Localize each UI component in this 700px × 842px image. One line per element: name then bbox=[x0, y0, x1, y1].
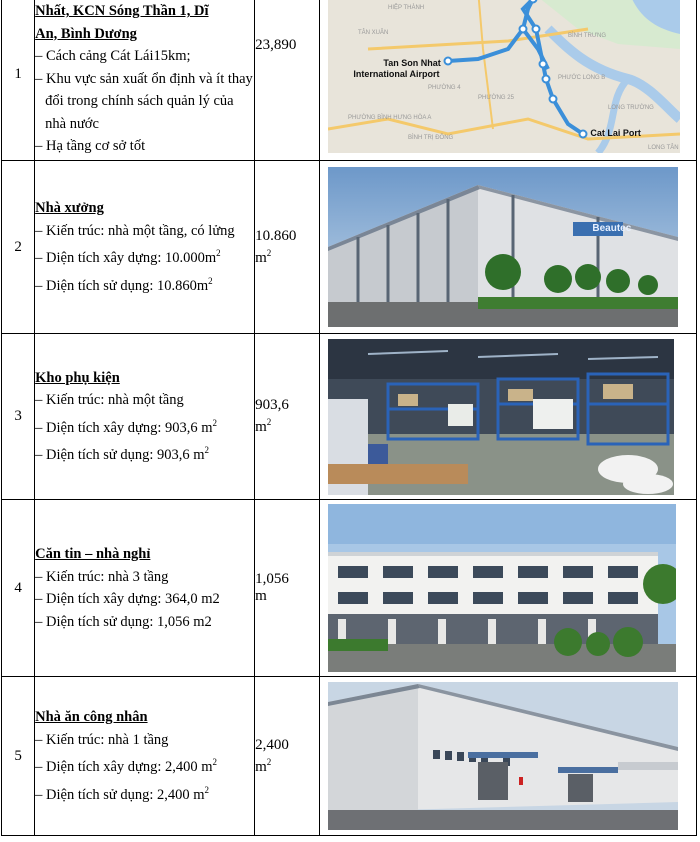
bullet-item: – Cách cảng Cát Lái15km; bbox=[35, 48, 191, 64]
row-description bbox=[35, 677, 255, 836]
row-image-cell bbox=[320, 0, 697, 161]
row-description bbox=[35, 334, 255, 500]
row-title-line: An, Bình Dương bbox=[35, 25, 137, 42]
table-row bbox=[2, 500, 697, 677]
row-number: 4 bbox=[2, 500, 35, 677]
factory-photo bbox=[328, 167, 678, 327]
area-value: 1,056 bbox=[255, 571, 289, 587]
bullet-item: – Diện tích xây dựng: 364,0 m2 bbox=[35, 591, 220, 607]
svg-text:HIỆP THÀNH: HIỆP THÀNH bbox=[388, 5, 425, 11]
map-label-airport-1: Tan Son Nhat bbox=[383, 58, 441, 68]
row-number: 1 bbox=[2, 0, 35, 161]
row-area bbox=[255, 0, 320, 161]
area-value: 10.860 bbox=[255, 227, 297, 244]
row-area bbox=[255, 500, 320, 677]
bullet-item: – Diện tích sử dụng: 903,6 $m^2$ bbox=[35, 445, 210, 463]
bullet-item: – Kiến trúc: nhà một tầng, có lửng bbox=[35, 222, 235, 239]
row-area: 10.860 $m^2$ bbox=[255, 161, 320, 334]
bullet-item: – Khu vực sản xuất ổn định và ít thay đổi trong chính sách quản lý của nhà nước bbox=[35, 70, 253, 132]
svg-text:PHƯỚC LONG B: PHƯỚC LONG B bbox=[558, 75, 606, 81]
bullet-item: – Diện tích sử dụng: 2,400 $m^2$ bbox=[35, 784, 210, 803]
table-row bbox=[2, 677, 697, 836]
svg-text:LONG TÂN: LONG TÂN bbox=[648, 145, 679, 151]
row-image-cell bbox=[320, 677, 697, 836]
cafeteria-photo bbox=[328, 682, 678, 830]
map-label-airport-2: International Airport bbox=[353, 69, 440, 79]
table-row bbox=[2, 0, 697, 161]
bullet-item: – Diện tích sử dụng: $10.860m^2$ bbox=[35, 275, 213, 294]
table-row bbox=[2, 161, 697, 334]
row-title: Nhà xưởng bbox=[35, 200, 104, 217]
bullet-item: – Kiến trúc: nhà 3 tầng bbox=[35, 568, 169, 585]
location-map bbox=[328, 0, 680, 153]
row-description bbox=[35, 161, 255, 334]
row-number: 2 bbox=[2, 161, 35, 334]
map-label-catlai: Cat Lai Port bbox=[590, 128, 641, 138]
bullet-item: – Diện tích xây dựng: $10.000m^2$ bbox=[35, 248, 221, 266]
area-value: 903,6 bbox=[255, 397, 289, 413]
row-area: 903,6 $m^2$ bbox=[255, 334, 320, 500]
row-title: Nhà ăn công nhân bbox=[35, 709, 148, 726]
bullet-item: – Kiến trúc: nhà một tầng bbox=[35, 392, 184, 409]
row-area: 2,400 $m^2$ bbox=[255, 677, 320, 836]
bullet-item: – Diện tích xây dựng: 903,6 $m^2$ bbox=[35, 417, 218, 436]
row-title: Kho phụ kiện bbox=[35, 369, 120, 386]
bullet-item: – Kiến trúc: nhà 1 tầng bbox=[35, 731, 169, 748]
warehouse-photo bbox=[328, 339, 674, 495]
area-value: 2,400 bbox=[255, 736, 289, 753]
canteen-photo bbox=[328, 504, 676, 672]
area-unit: m bbox=[255, 419, 267, 435]
svg-text:PHƯỜNG 25: PHƯỜNG 25 bbox=[478, 95, 515, 101]
table-row bbox=[2, 334, 697, 500]
svg-text:LONG TRƯỜNG: LONG TRƯỜNG bbox=[608, 105, 655, 111]
row-description bbox=[35, 0, 255, 161]
facility-table bbox=[1, 0, 697, 836]
row-number: 3 bbox=[2, 334, 35, 500]
area-unit: m bbox=[255, 249, 267, 266]
svg-text:BÌNH TRỊ ĐÔNG: BÌNH TRỊ ĐÔNG bbox=[408, 135, 454, 141]
svg-text:BÌNH TRƯNG: BÌNH TRƯNG bbox=[568, 33, 607, 39]
svg-text:PHƯỜNG BÌNH HƯNG HÒA A: PHƯỜNG BÌNH HƯNG HÒA A bbox=[348, 115, 432, 121]
row-image-cell bbox=[320, 161, 697, 334]
bullet-item: – Hạ tầng cơ sở tốt bbox=[35, 138, 146, 154]
row-description bbox=[35, 500, 255, 677]
building-sign: Beautec bbox=[592, 223, 632, 234]
svg-text:PHƯỜNG 4: PHƯỜNG 4 bbox=[428, 85, 461, 91]
row-image-cell bbox=[320, 500, 697, 677]
area-unit: m bbox=[255, 588, 267, 604]
row-title: Căn tin – nhà nghỉ bbox=[35, 546, 151, 562]
row-image-cell bbox=[320, 334, 697, 500]
bullet-item: – Diện tích xây dựng: 2,400 $m^2$ bbox=[35, 757, 218, 775]
row-number: 5 bbox=[2, 677, 35, 836]
row-title-line: Nhất, KCN Sóng Thần 1, Dĩ bbox=[35, 3, 209, 19]
area-value: 23,890 bbox=[255, 37, 297, 53]
svg-text:TÂN XUÂN: TÂN XUÂN bbox=[358, 30, 389, 36]
area-unit: m bbox=[255, 758, 267, 775]
bullet-item: – Diện tích sử dụng: 1,056 m2 bbox=[35, 613, 212, 630]
